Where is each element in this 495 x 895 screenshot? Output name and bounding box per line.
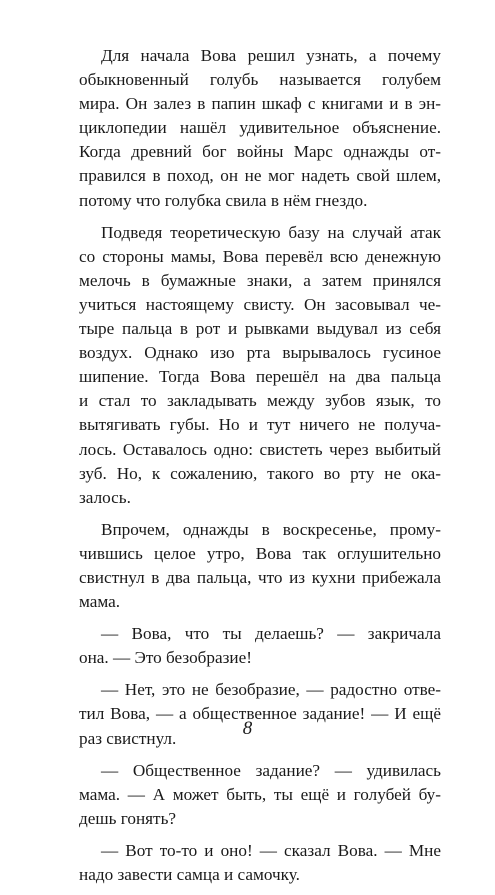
body-text xyxy=(79,44,441,895)
text-line: мама. — А может быть, ты ещё и голубей бу- xyxy=(79,784,441,804)
page-number: 8 xyxy=(242,718,253,739)
paragraph xyxy=(79,839,441,887)
text-line: Впрочем, однажды в воскресенье, промy- xyxy=(101,519,441,539)
text-line: Подведя теоретическую базу на случай атак xyxy=(101,222,441,242)
text-line: свистнул в два пальца, что из кухни прибежала xyxy=(79,567,441,587)
text-line: воздух. Однако изо рта вырывалось гусиное xyxy=(79,343,441,363)
text-line: циклопедии нашёл удивительное объяснение. xyxy=(79,118,441,138)
text-line: тыре пальца в рот и рывками выдувал из себя xyxy=(79,319,441,339)
text-line: тил Вова, — а общественное задание! — И ещё xyxy=(79,704,441,724)
text-line: Когда древний бог войны Марс однажды от- xyxy=(79,142,441,162)
paragraph xyxy=(79,221,441,510)
text-line: вытягивать губы. Но и тут ничего не получа- xyxy=(79,415,441,435)
text-line: обыкновенный голубь называется голубем xyxy=(79,70,441,90)
paragraph xyxy=(79,518,441,614)
text-line: правился в поход, он не мог надеть свой шлем, xyxy=(79,166,441,186)
text-line: учиться настоящему свисту. Он засовывал че- xyxy=(79,294,441,314)
text-line: надо завести самца и самочку. xyxy=(79,865,300,884)
text-line: зуб. Но, к сожалению, такого во рту не ока- xyxy=(79,463,441,483)
text-line: мира. Он залез в папин шкаф с книгами и в эн- xyxy=(79,94,441,114)
paragraph xyxy=(79,622,441,670)
text-line: она. — Это безобразие! xyxy=(79,648,252,668)
paragraph xyxy=(79,44,441,213)
text-line: лось. Оставалось одно: свистеть через выбитый xyxy=(79,439,441,459)
paragraph xyxy=(79,759,441,831)
text-line: и стал то закладывать между зубов язык, то xyxy=(79,391,441,411)
text-line: мелочь в бумажные знаки, а затем принялся xyxy=(79,270,441,290)
text-line: со стороны мамы, Вова перевёл всю денежную xyxy=(79,246,441,266)
text-line: — Нет, это не безобразие, — радостно отве- xyxy=(101,680,441,700)
text-line: потому что голубка свила в нём гнездо. xyxy=(79,190,368,210)
text-line: Для начала Вова решил узнать, а почему xyxy=(101,46,441,65)
text-line: — Вова, что ты делаешь? — закричала xyxy=(101,624,441,644)
text-line: шипение. Тогда Вова перешёл на два пальца xyxy=(79,367,441,387)
text-line: залось. xyxy=(79,487,131,507)
text-line: — Общественное задание? — удивилась xyxy=(101,760,441,780)
text-line: раз свистнул. xyxy=(79,728,177,748)
text-line: — Вот то-то и оно! — сказал Вова. — Мне xyxy=(101,840,441,860)
text-line: чившись целое утро, Вова так оглушительно xyxy=(79,543,441,563)
text-line: дешь гонять? xyxy=(79,808,177,828)
text-line: мама. xyxy=(79,592,121,612)
